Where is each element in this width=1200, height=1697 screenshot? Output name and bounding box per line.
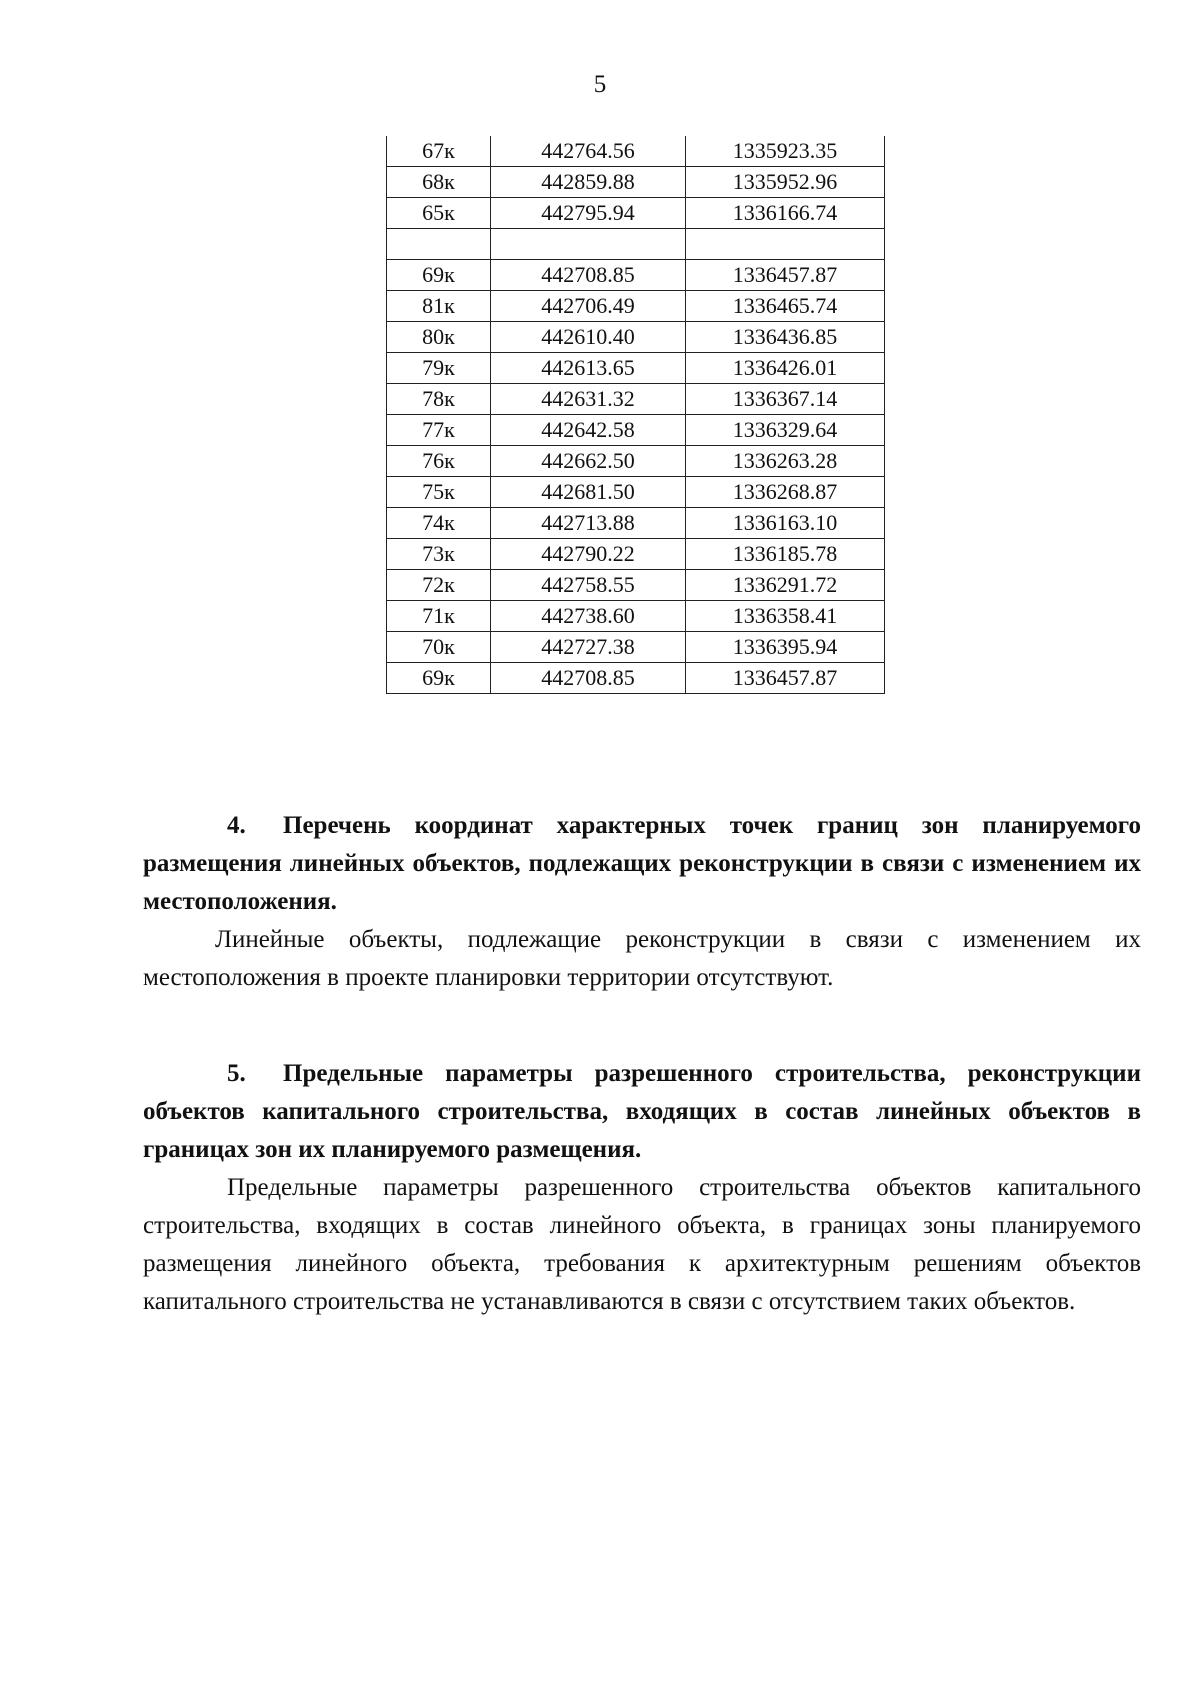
point-id-cell	[387, 229, 491, 260]
table-row	[387, 322, 885, 353]
table-row	[387, 415, 885, 446]
point-id-cell: 78к	[387, 384, 491, 415]
table-row	[387, 198, 885, 229]
point-id-cell: 81к	[387, 291, 491, 322]
x-coordinate-cell: 442859.88	[491, 167, 686, 198]
x-coordinate-cell: 442610.40	[491, 322, 686, 353]
section-5	[143, 1055, 1141, 1321]
x-coordinate-cell: 442631.32	[491, 384, 686, 415]
x-coordinate-cell: 442708.85	[491, 663, 686, 694]
point-id-cell: 67к	[387, 136, 491, 167]
point-id-cell: 72к	[387, 570, 491, 601]
y-coordinate-cell: 1335952.96	[686, 167, 885, 198]
y-coordinate-cell: 1336291.72	[686, 570, 885, 601]
table-row	[387, 291, 885, 322]
y-coordinate-cell: 1336457.87	[686, 260, 885, 291]
section-5-title: Предельные параметры разрешенного строительства, реконструкции объектов капитального строительства, входящих в состав линейных объектов в границах зон их планируемого размещения.	[143, 1060, 1141, 1163]
table-row	[387, 229, 885, 260]
point-id-cell: 69к	[387, 260, 491, 291]
table-row	[387, 601, 885, 632]
x-coordinate-cell: 442613.65	[491, 353, 686, 384]
y-coordinate-cell: 1336395.94	[686, 632, 885, 663]
x-coordinate-cell: 442790.22	[491, 539, 686, 570]
x-coordinate-cell: 442758.55	[491, 570, 686, 601]
section-5-body: Предельные параметры разрешенного строительства объектов капитального строительства, входящих в состав линейного объекта, в границах зоны планируемого размещения линейного объекта, требования к архитектурным решениям объектов капитального строительства не устанавливаются в связи с отсутствием таких объектов.	[143, 1174, 1141, 1315]
table-row	[387, 632, 885, 663]
x-coordinate-cell: 442795.94	[491, 198, 686, 229]
table-row	[387, 260, 885, 291]
section-4-heading	[143, 807, 1141, 921]
coordinates-table-body	[387, 136, 885, 694]
section-5-heading	[143, 1055, 1141, 1169]
point-id-cell: 75к	[387, 477, 491, 508]
table-row	[387, 167, 885, 198]
point-id-cell: 73к	[387, 539, 491, 570]
y-coordinate-cell: 1336367.14	[686, 384, 885, 415]
section-4-title: Перечень координат характерных точек границ зон планируемого размещения линейных объектов, подлежащих реконструкции в связи с изменением их местоположения.	[143, 812, 1141, 915]
point-id-cell: 77к	[387, 415, 491, 446]
x-coordinate-cell: 442727.38	[491, 632, 686, 663]
x-coordinate-cell: 442642.58	[491, 415, 686, 446]
x-coordinate-cell: 442662.50	[491, 446, 686, 477]
table-row	[387, 508, 885, 539]
y-coordinate-cell	[686, 229, 885, 260]
y-coordinate-cell: 1336358.41	[686, 601, 885, 632]
x-coordinate-cell: 442738.60	[491, 601, 686, 632]
section-5-paragraph	[143, 1169, 1141, 1321]
table-row	[387, 663, 885, 694]
x-coordinate-cell: 442706.49	[491, 291, 686, 322]
y-coordinate-cell: 1336185.78	[686, 539, 885, 570]
x-coordinate-cell: 442764.56	[491, 136, 686, 167]
y-coordinate-cell: 1336457.87	[686, 663, 885, 694]
x-coordinate-cell: 442708.85	[491, 260, 686, 291]
table-row	[387, 570, 885, 601]
y-coordinate-cell: 1335923.35	[686, 136, 885, 167]
y-coordinate-cell: 1336465.74	[686, 291, 885, 322]
section-4-body: Линейные объекты, подлежащие реконструкции в связи с изменением их местоположения в проекте планировки территории отсутствуют.	[143, 926, 1141, 991]
point-id-cell: 79к	[387, 353, 491, 384]
y-coordinate-cell: 1336263.28	[686, 446, 885, 477]
point-id-cell: 74к	[387, 508, 491, 539]
x-coordinate-cell	[491, 229, 686, 260]
point-id-cell: 76к	[387, 446, 491, 477]
point-id-cell: 65к	[387, 198, 491, 229]
y-coordinate-cell: 1336426.01	[686, 353, 885, 384]
table-row	[387, 477, 885, 508]
point-id-cell: 70к	[387, 632, 491, 663]
section-4-number: 4.	[227, 812, 246, 839]
table-row	[387, 446, 885, 477]
table-row	[387, 136, 885, 167]
table-row	[387, 384, 885, 415]
point-id-cell: 69к	[387, 663, 491, 694]
table-row	[387, 539, 885, 570]
y-coordinate-cell: 1336163.10	[686, 508, 885, 539]
point-id-cell: 68к	[387, 167, 491, 198]
coordinates-table	[386, 136, 885, 694]
y-coordinate-cell: 1336329.64	[686, 415, 885, 446]
x-coordinate-cell: 442713.88	[491, 508, 686, 539]
page-number: 5	[593, 71, 607, 98]
y-coordinate-cell: 1336436.85	[686, 322, 885, 353]
y-coordinate-cell: 1336268.87	[686, 477, 885, 508]
x-coordinate-cell: 442681.50	[491, 477, 686, 508]
section-5-number: 5.	[227, 1060, 246, 1087]
point-id-cell: 71к	[387, 601, 491, 632]
table-row	[387, 353, 885, 384]
section-4-paragraph	[143, 921, 1141, 997]
point-id-cell: 80к	[387, 322, 491, 353]
y-coordinate-cell: 1336166.74	[686, 198, 885, 229]
section-4	[143, 807, 1141, 997]
